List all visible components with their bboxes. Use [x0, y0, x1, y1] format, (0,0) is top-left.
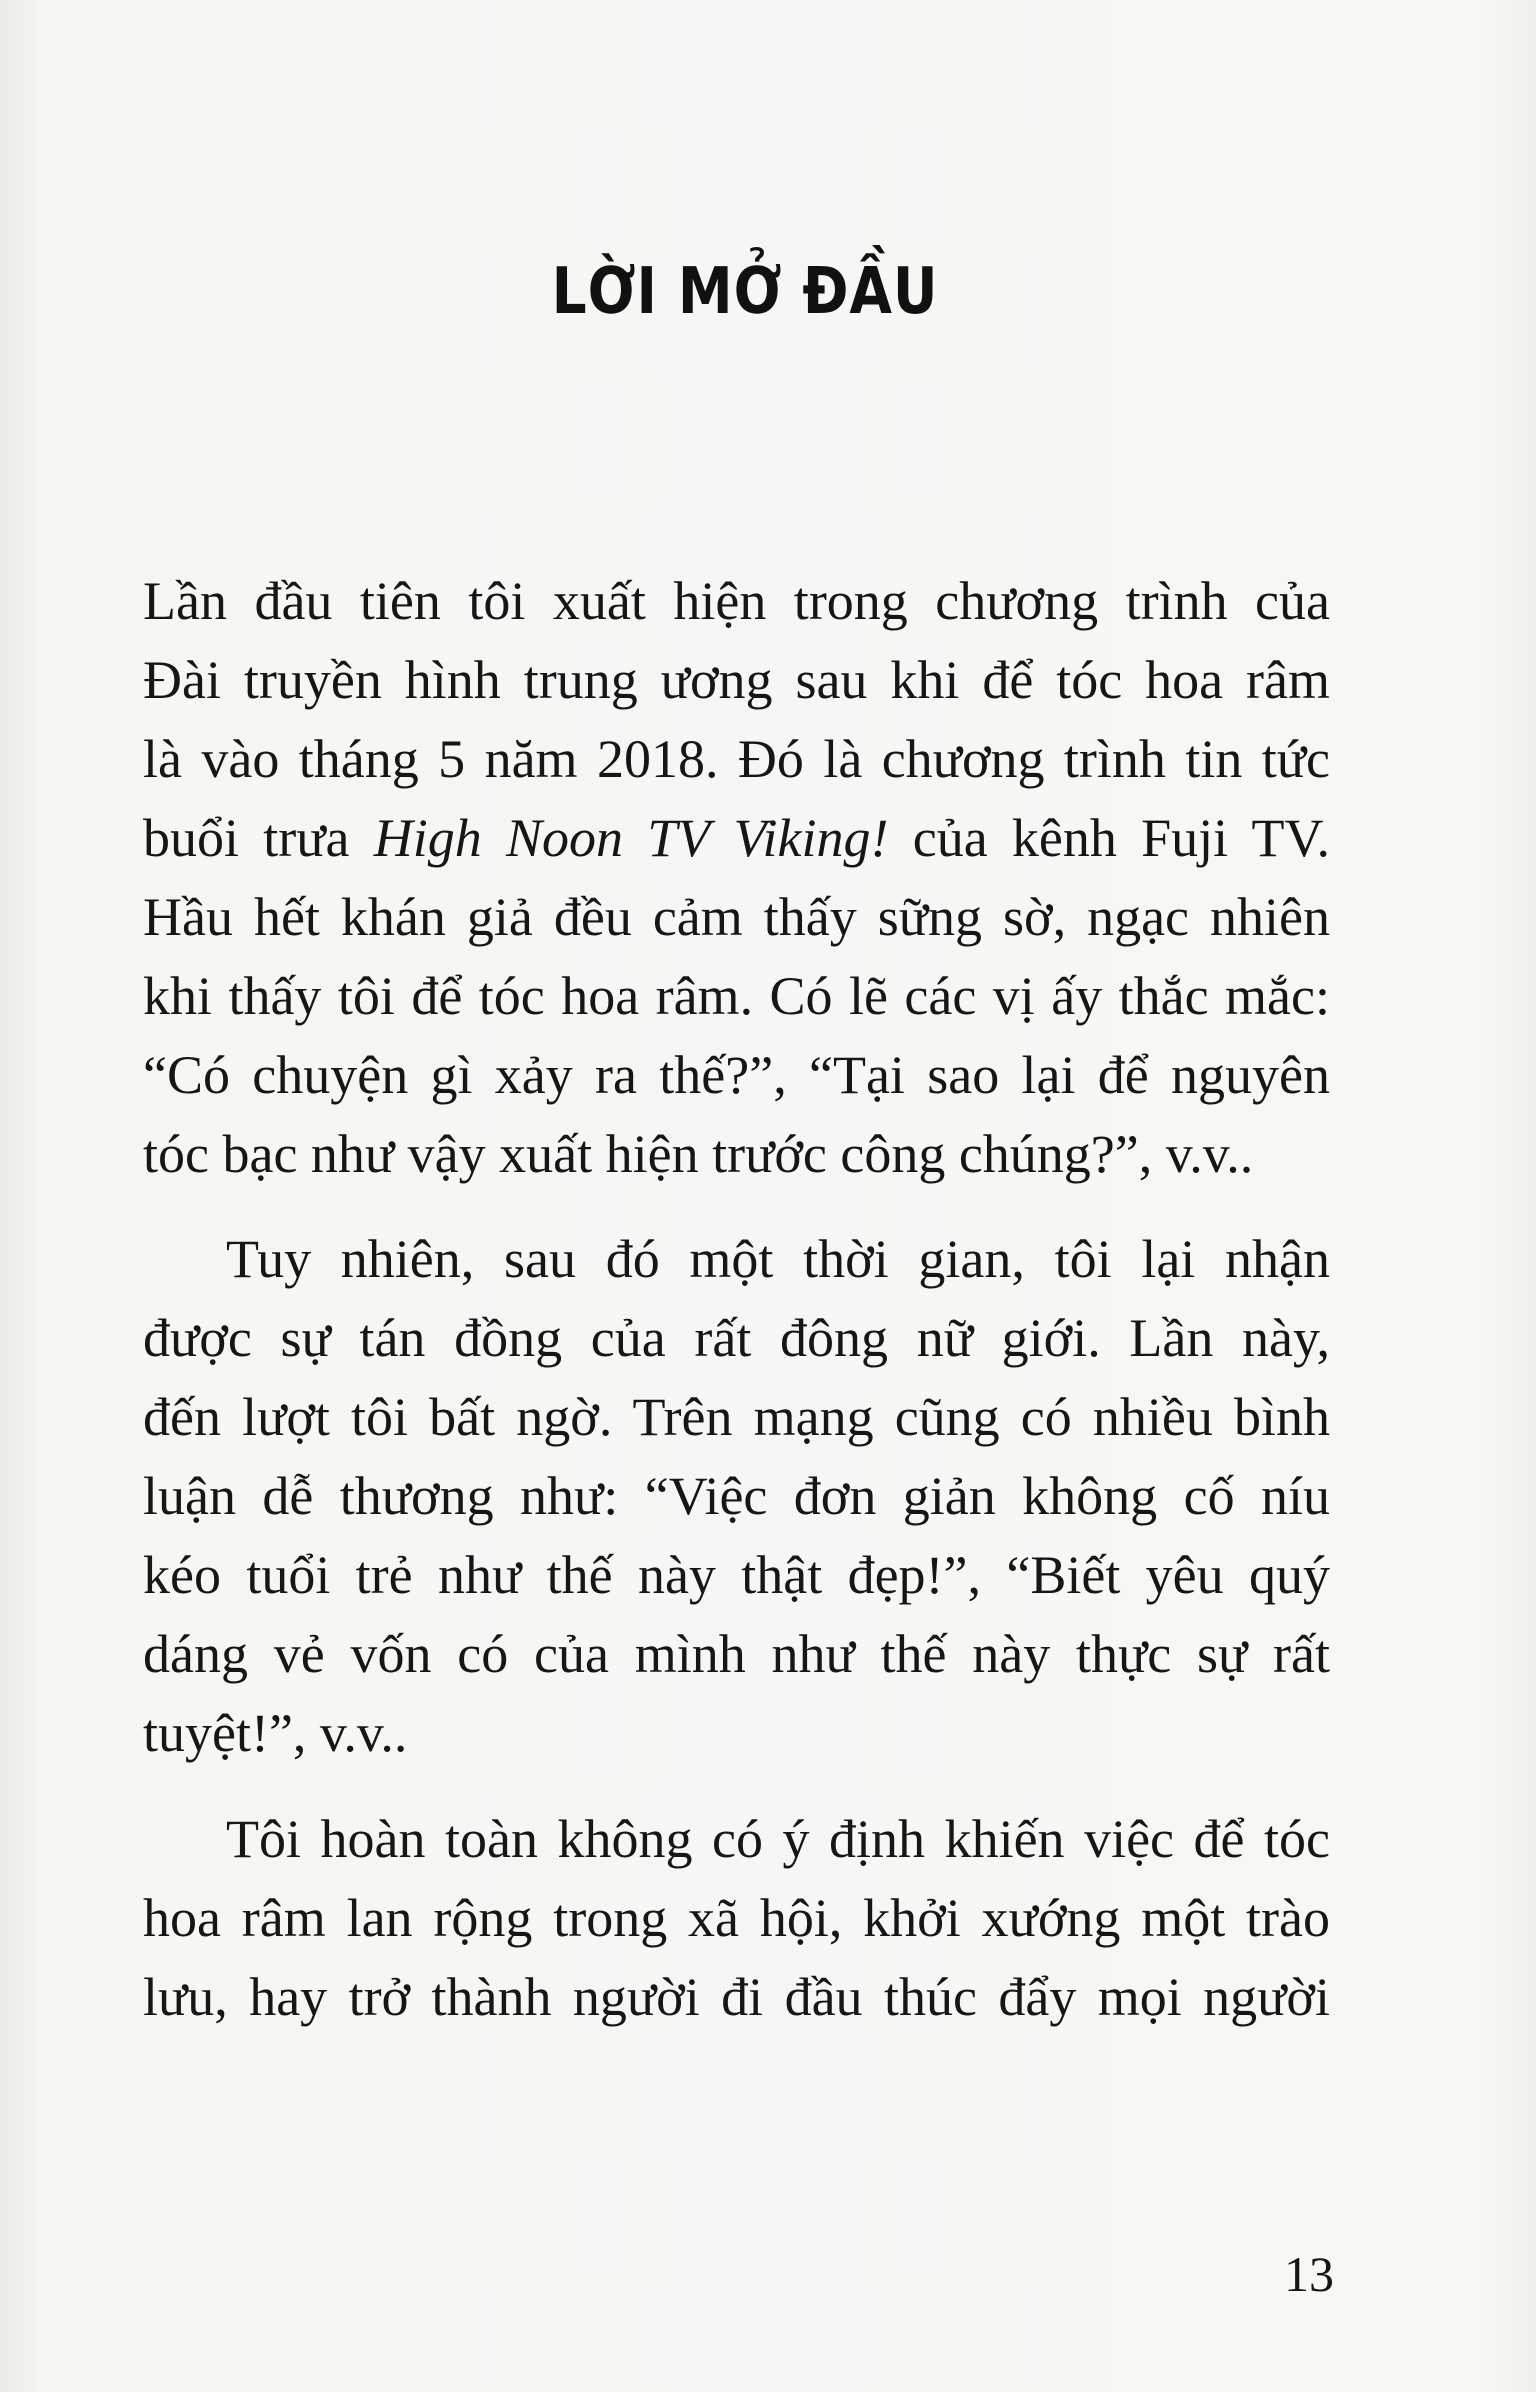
text-line: Lần đầu tiên tôi xuất hiện trong chương trình của	[143, 571, 1330, 631]
text-line: tóc bạc như vậy xuất hiện trước công chúng?”, v.v..	[143, 1124, 1254, 1184]
paragraph-2	[143, 1220, 1330, 1773]
paragraph-3	[143, 1800, 1330, 2037]
chapter-title: LỜI MỞ ĐẦU	[551, 255, 939, 329]
text-line: Đài truyền hình trung ương sau khi để tóc hoa râm	[143, 650, 1330, 710]
text-line: Hầu hết khán giả đều cảm thấy sững sờ, ngạc nhiên	[143, 887, 1330, 947]
text-line: khi thấy tôi để tóc hoa râm. Có lẽ các vị ấy thắc mắc:	[143, 966, 1330, 1026]
paragraph-1	[143, 562, 1330, 1194]
text-line: lưu, hay trở thành người đi đầu thúc đẩy mọi người	[143, 1967, 1330, 2027]
text-line: kéo tuổi trẻ như thế này thật đẹp!”, “Biết yêu quý	[143, 1545, 1330, 1605]
text-segment: buổi trưa	[143, 808, 374, 868]
page-number: 13	[1284, 2246, 1334, 2302]
text-line: là vào tháng 5 năm 2018. Đó là chương trình tin tức	[143, 729, 1330, 789]
text-line: đến lượt tôi bất ngờ. Trên mạng cũng có nhiều bình	[143, 1387, 1330, 1447]
text-line: tuyệt!”, v.v..	[143, 1703, 408, 1763]
text-line	[143, 799, 1330, 878]
text-line: dáng vẻ vốn có của mình như thế này thực sự rất	[143, 1624, 1330, 1684]
text-line: “Có chuyện gì xảy ra thế?”, “Tại sao lại để nguyên	[143, 1045, 1330, 1105]
text-line: được sự tán đồng của rất đông nữ giới. Lần này,	[143, 1308, 1330, 1368]
text-segment: của kênh Fuji TV.	[888, 808, 1330, 868]
text-line: hoa râm lan rộng trong xã hội, khởi xướng một trào	[143, 1888, 1330, 1948]
program-title: High Noon TV Viking!	[373, 808, 889, 868]
text-line: Tôi hoàn toàn không có ý định khiến việc để tóc	[226, 1809, 1330, 1869]
text-line: luận dễ thương như: “Việc đơn giản không cố níu	[143, 1466, 1330, 1526]
text-line: Tuy nhiên, sau đó một thời gian, tôi lại nhận	[226, 1229, 1330, 1289]
